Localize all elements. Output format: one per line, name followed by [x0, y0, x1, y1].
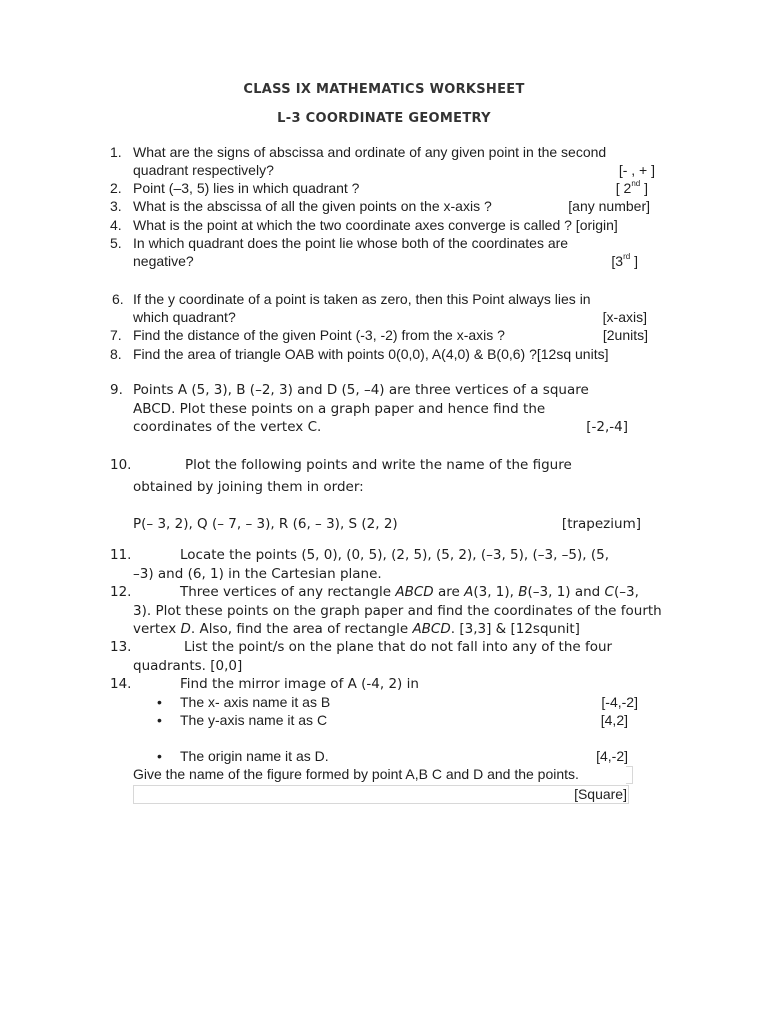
question-text: Locate the points (5, 0), (0, 5), (2, 5), (5, 2), (–3, 5), (–3, –5), (5, [180, 547, 609, 563]
question-text: In which quadrant does the point lie whose both of the coordinates are [133, 235, 569, 251]
bullet-icon: • [157, 748, 162, 764]
answer: [2units] [602, 327, 648, 343]
question-number: 4. [110, 217, 122, 233]
answer [616, 179, 648, 197]
text-run: are [433, 584, 465, 600]
question-text: Give the name of the figure formed by point A,B C and D and the points. [133, 766, 579, 782]
bullet-text: The origin name it as D. [180, 748, 329, 764]
answer: [4,2] [600, 712, 628, 728]
question-text: quadrants. [0,0] [133, 657, 243, 674]
question-text: Find the area of triangle OAB with points 0(0,0), A(4,0) & B(0,6) ?[12sq units] [133, 346, 609, 362]
answer: [trapezium] [561, 516, 641, 532]
question-text: ABCD. Plot these points on a graph paper and hence find the [133, 400, 546, 417]
answer-text: [ 2 [615, 180, 632, 196]
answer: [x-axis] [602, 309, 647, 325]
worksheet-subtitle: L-3 COORDINATE GEOMETRY [277, 111, 491, 126]
question-number: 3. [110, 198, 122, 214]
text-run-italic: ABCD [395, 584, 434, 600]
question-text: Find the mirror image of A (-4, 2) in [180, 676, 419, 692]
question-number: 8. [110, 346, 122, 362]
text-run: (3, 1), [473, 584, 519, 600]
question-number: 10. [110, 457, 132, 473]
question-text [133, 621, 580, 637]
question-text: which quadrant? [133, 309, 236, 325]
text-run: (–3, [613, 584, 639, 600]
question-number: 5. [110, 235, 122, 251]
question-text: Points A (5, 3), B (–2, 3) and D (5, –4) are three vertices of a square [133, 382, 589, 398]
question-number: 13. [110, 639, 132, 655]
text-run: . [3,3] & [12squnit] [450, 621, 580, 637]
question-number: 9. [110, 382, 123, 398]
bullet-icon: • [157, 694, 162, 710]
question-number: 1. [110, 144, 122, 160]
question-text: negative? [133, 253, 194, 269]
text-run-italic: ABCD [412, 621, 451, 637]
answer: [- , + ] [618, 162, 655, 178]
question-text: –3) and (6, 1) in the Cartesian plane. [133, 565, 382, 582]
answer-text: ] [630, 253, 638, 269]
question-text [180, 583, 639, 602]
question-text: List the point/s on the plane that do not fall into any of the four [184, 639, 613, 655]
question-number: 2. [110, 180, 122, 196]
question-text: What is the abscissa of all the given points on the x-axis ? [133, 198, 492, 214]
text-run-italic: C [604, 584, 614, 600]
question-text: If the y coordinate of a point is taken as zero, then this Point always lies in [133, 291, 591, 307]
question-text: 3). Plot these points on the graph paper and find the coordinates of the fourth [133, 602, 662, 619]
question-number: 14. [110, 676, 132, 692]
text-run-italic: A [464, 584, 474, 600]
question-text: quadrant respectively? [133, 162, 274, 178]
final-answer: [Square] [574, 786, 627, 802]
question-text: Plot the following points and write the name of the figure [185, 457, 572, 473]
question-text: Point (–3, 5) lies in which quadrant ? [133, 180, 360, 196]
question-text: What are the signs of abscissa and ordinate of any given point in the second [133, 144, 607, 160]
answer: [4,-2] [596, 748, 628, 764]
question-text: What is the point at which the two coordinate axes converge is called ? [origin] [133, 217, 618, 233]
question-text: coordinates of the vertex C. [133, 419, 322, 435]
question-number: 7. [110, 327, 122, 343]
question-number: 6. [112, 291, 124, 307]
bullet-text: The y-axis name it as C [180, 712, 328, 728]
answer-box [133, 785, 629, 804]
answer: [-2,-4] [586, 419, 628, 435]
answer-superscript: rd [623, 252, 631, 262]
bullet-icon: • [157, 712, 162, 728]
answer [611, 252, 638, 270]
bullet-text: The x- axis name it as B [180, 694, 331, 710]
answer-superscript: nd [631, 179, 641, 189]
question-text: Find the distance of the given Point (-3, -2) from the x-axis ? [133, 327, 505, 343]
answer: [any number] [568, 198, 650, 214]
text-run-italic: D [180, 621, 191, 637]
worksheet-title: CLASS IX MATHEMATICS WORKSHEET [243, 82, 525, 97]
points-list: P(– 3, 2), Q (– 7, – 3), R (6, – 3), S (2, 2) [133, 516, 398, 532]
text-frame [626, 766, 633, 784]
question-number: 12. [110, 584, 132, 600]
answer-text: ] [640, 180, 648, 196]
text-run: . Also, find the area of rectangle [190, 621, 413, 637]
question-number: 11. [110, 547, 132, 563]
text-run: vertex [133, 621, 181, 637]
answer-text: [3 [611, 253, 624, 269]
answer: [-4,-2] [601, 694, 638, 710]
text-run-italic: B [518, 584, 528, 600]
text-run: (–3, 1) and [527, 584, 605, 600]
question-text: obtained by joining them in order: [133, 479, 364, 495]
text-run: Three vertices of any rectangle [180, 584, 396, 600]
